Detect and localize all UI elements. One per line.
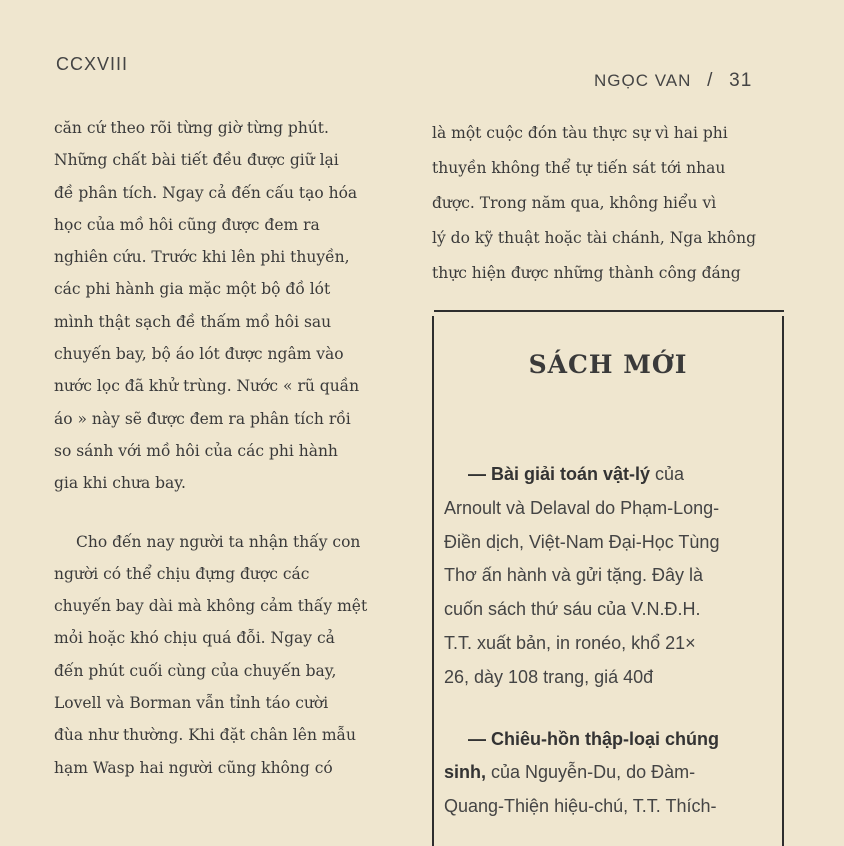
text-line: căn cứ theo rõi từng giờ từng phút.	[54, 119, 329, 137]
text-line: người có thể chịu đựng được các	[54, 564, 310, 583]
book-title: — Bài giải toán vật-lý	[468, 464, 651, 484]
text-line: các phi hành gia mặc một bộ đồ lót	[54, 280, 331, 299]
text-line: 26, dày 108 trang, giá 40đ	[444, 666, 654, 687]
text-line: nghiên cứu. Trước khi lên phi thuyền,	[54, 248, 350, 267]
text-line: Cho đến nay người ta nhận thấy con	[76, 532, 361, 551]
text-line: đùa như thường. Khi đặt chân lên mẫu	[54, 726, 357, 745]
running-header-right	[594, 70, 752, 92]
text-line: Lovell và Borman vẫn tỉnh táo cười	[54, 694, 329, 713]
page-number: 31	[729, 70, 753, 91]
text-line: đến phút cuối cùng của chuyến bay,	[54, 661, 337, 680]
text-line: thuyền không thể tự tiến sát tới nhau	[432, 159, 726, 177]
text-line: lý do kỹ thuật hoặc tài chánh, Nga không	[432, 229, 756, 247]
text-line: cuốn sách thứ sáu của V.N.Đ.H.	[444, 599, 701, 620]
left-text-column	[54, 112, 404, 784]
book-entry-heading	[444, 458, 780, 492]
text-line: chuyến bay dài mà không cảm thấy mệt	[54, 597, 368, 616]
text-line: Thơ ấn hành và gửi tặng. Đây là	[444, 565, 704, 586]
book-title: sinh,	[444, 762, 487, 783]
header-title: NGỌC VAN	[594, 71, 692, 90]
right-text-column	[432, 116, 792, 291]
box-title: SÁCH MỚI	[528, 350, 688, 379]
text-line: mỏi hoặc khó chịu quá đỗi. Ngay cả	[54, 629, 335, 648]
text-line: gia khi chưa bay.	[54, 474, 186, 493]
text-line: Quang-Thiện hiệu-chú, T.T. Thích-	[444, 796, 717, 817]
paragraph-gap	[54, 500, 404, 526]
text-line: thực hiện được những thành công đáng	[432, 264, 741, 282]
book-entry-heading	[444, 723, 780, 757]
text-line: áo » này sẽ được đem ra phân tích rồi	[54, 409, 351, 428]
running-header-left: CCXVIII	[56, 54, 129, 74]
text-span: của Nguyễn-Du, do Đàm-	[486, 762, 696, 783]
book-title: — Chiêu-hồn thập-loại chúng	[468, 728, 719, 749]
text-line: mình thật sạch đề thấm mồ hôi sau	[54, 312, 332, 331]
text-line: T.T. xuất bản, in ronéo, khổ 21×	[444, 632, 696, 653]
text-line: Những chất bài tiết đều được giữ lại	[54, 151, 339, 170]
text-line	[444, 756, 780, 790]
header-divider: /	[707, 70, 714, 91]
text-line: học của mồ hôi cũng được đem ra	[54, 215, 320, 234]
text-line: chuyến bay, bộ áo lót được ngâm vào	[54, 345, 344, 364]
text-line: đề phân tích. Ngay cả đến cấu tạo hóa	[54, 183, 358, 202]
text-line: Điền dịch, Việt-Nam Đại-Học Tùng	[444, 531, 720, 552]
box-body	[444, 458, 780, 824]
text-line: nước lọc đã khử trùng. Nước « rũ quần	[54, 377, 360, 396]
text-line: được. Trong năm qua, không hiểu vì	[432, 194, 717, 212]
text-line: hạm Wasp hai người cũng không có	[54, 758, 333, 777]
box-top-rule	[434, 310, 784, 312]
entry-gap	[444, 695, 780, 723]
text-line: là một cuộc đón tàu thực sự vì hai phi	[432, 124, 728, 142]
text-span: của	[650, 464, 685, 484]
text-line: Arnoult và Delaval do Phạm-Long-	[444, 497, 720, 518]
new-books-box	[432, 316, 784, 846]
text-line: so sánh với mồ hôi của các phi hành	[54, 441, 338, 460]
